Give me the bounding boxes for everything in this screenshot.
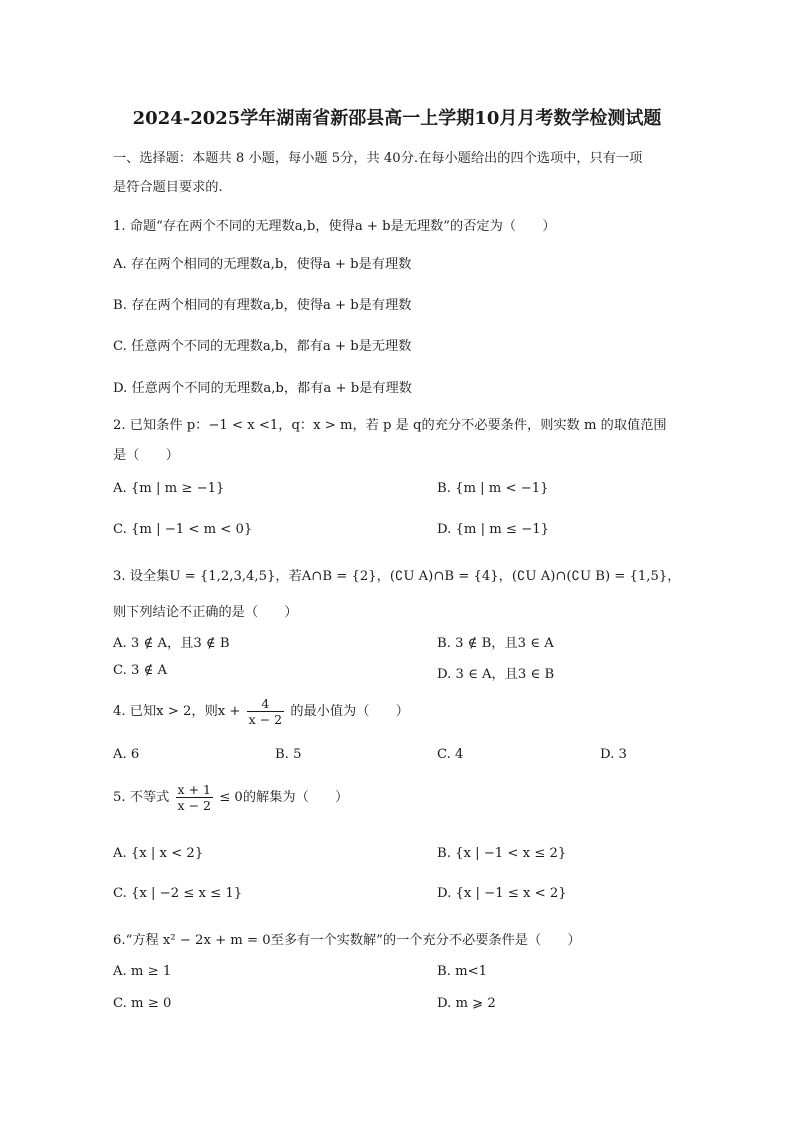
- question-5-fraction: [176, 782, 213, 813]
- question-2-stem-line-1: 2. 已知条件 p：−1 < x <1，q：x > m，若 p 是 q的充分不必要条件，则实数 m 的取值范围: [113, 418, 667, 433]
- question-3-option-a: A. 3 ∉ A，且3 ∉ B: [113, 636, 230, 651]
- question-1-option-c: C. 任意两个不同的无理数a,b，都有a + b是无理数: [113, 339, 412, 354]
- question-5-option-a: A. {x | x < 2}: [113, 846, 204, 861]
- question-4-fraction: [247, 696, 284, 727]
- question-3-option-d: D. 3 ∈ A，且3 ∈ B: [437, 667, 555, 682]
- question-4-stem-prefix: 4. 已知x > 2，则x +: [113, 704, 241, 719]
- question-1-option-a: A. 存在两个相同的无理数a,b，使得a + b是有理数: [113, 257, 412, 272]
- question-5-stem-suffix: ≤ 0的解集为（ ）: [219, 790, 349, 805]
- question-4-stem-suffix: 的最小值为（ ）: [290, 704, 409, 719]
- question-3-stem-line-1: 3. 设全集U = {1,2,3,4,5}，若A∩B = {2}，(∁U A)∩B = {4}，(∁U A)∩(∁U B) = {1,5}，: [113, 569, 681, 584]
- question-1-option-b: B. 存在两个相同的有理数a,b，使得a + b是有理数: [113, 298, 412, 313]
- fraction-denominator: x − 2: [248, 712, 283, 727]
- page-title: 2024-2025学年湖南省新邵县高一上学期10月月考数学检测试题: [132, 108, 662, 129]
- section-instructions-line-1: 一、选择题：本题共 8 小题，每小题 5分，共 40分.在每小题给出的四个选项中，只有一项: [113, 151, 643, 166]
- question-3-option-b: B. 3 ∉ B，且3 ∈ A: [437, 636, 554, 651]
- question-4-option-b: B. 5: [275, 747, 302, 762]
- fraction-denominator: x − 2: [177, 798, 211, 813]
- question-3-option-c: C. 3 ∉ A: [113, 663, 168, 678]
- question-2-option-c: C. {m | −1 < m < 0}: [113, 522, 253, 537]
- question-4-stem: [113, 696, 409, 727]
- question-2-option-a: A. {m | m ≥ −1}: [113, 481, 225, 496]
- question-2-stem-line-2: 是（ ）: [113, 448, 179, 463]
- question-6-option-c: C. m ≥ 0: [113, 996, 172, 1011]
- question-5-option-b: B. {x | −1 < x ≤ 2}: [437, 846, 567, 861]
- question-1-option-d: D. 任意两个不同的无理数a,b，都有a + b是有理数: [113, 381, 412, 396]
- fraction-numerator: 4: [247, 696, 284, 712]
- fraction-numerator: x + 1: [177, 782, 211, 797]
- question-2-option-d: D. {m | m ≤ −1}: [437, 522, 549, 537]
- question-6-option-d: D. m ⩾ 2: [437, 996, 496, 1011]
- question-2-option-b: B. {m | m < −1}: [437, 481, 549, 496]
- question-4-option-a: A. 6: [113, 747, 140, 762]
- section-instructions-line-2: 是符合题目要求的.: [113, 180, 223, 195]
- question-6-option-b: B. m<1: [437, 964, 488, 979]
- question-5-stem: [113, 782, 348, 813]
- question-5-option-c: C. {x | −2 ≤ x ≤ 1}: [113, 886, 243, 901]
- question-5-option-d: D. {x | −1 ≤ x < 2}: [437, 886, 567, 901]
- question-6-option-a: A. m ≥ 1: [113, 964, 172, 979]
- question-4-option-d: D. 3: [600, 747, 627, 762]
- question-5-stem-prefix: 5. 不等式: [113, 790, 170, 805]
- question-4-option-c: C. 4: [437, 747, 464, 762]
- question-3-stem-line-2: 则下列结论不正确的是（ ）: [113, 605, 298, 620]
- question-6-stem: 6.“方程 x² − 2x + m = 0至多有一个实数解”的一个充分不必要条件是（ ）: [113, 933, 581, 948]
- question-1-stem: 1. 命题“存在两个不同的无理数a,b，使得a + b是无理数”的否定为（ ）: [113, 219, 556, 234]
